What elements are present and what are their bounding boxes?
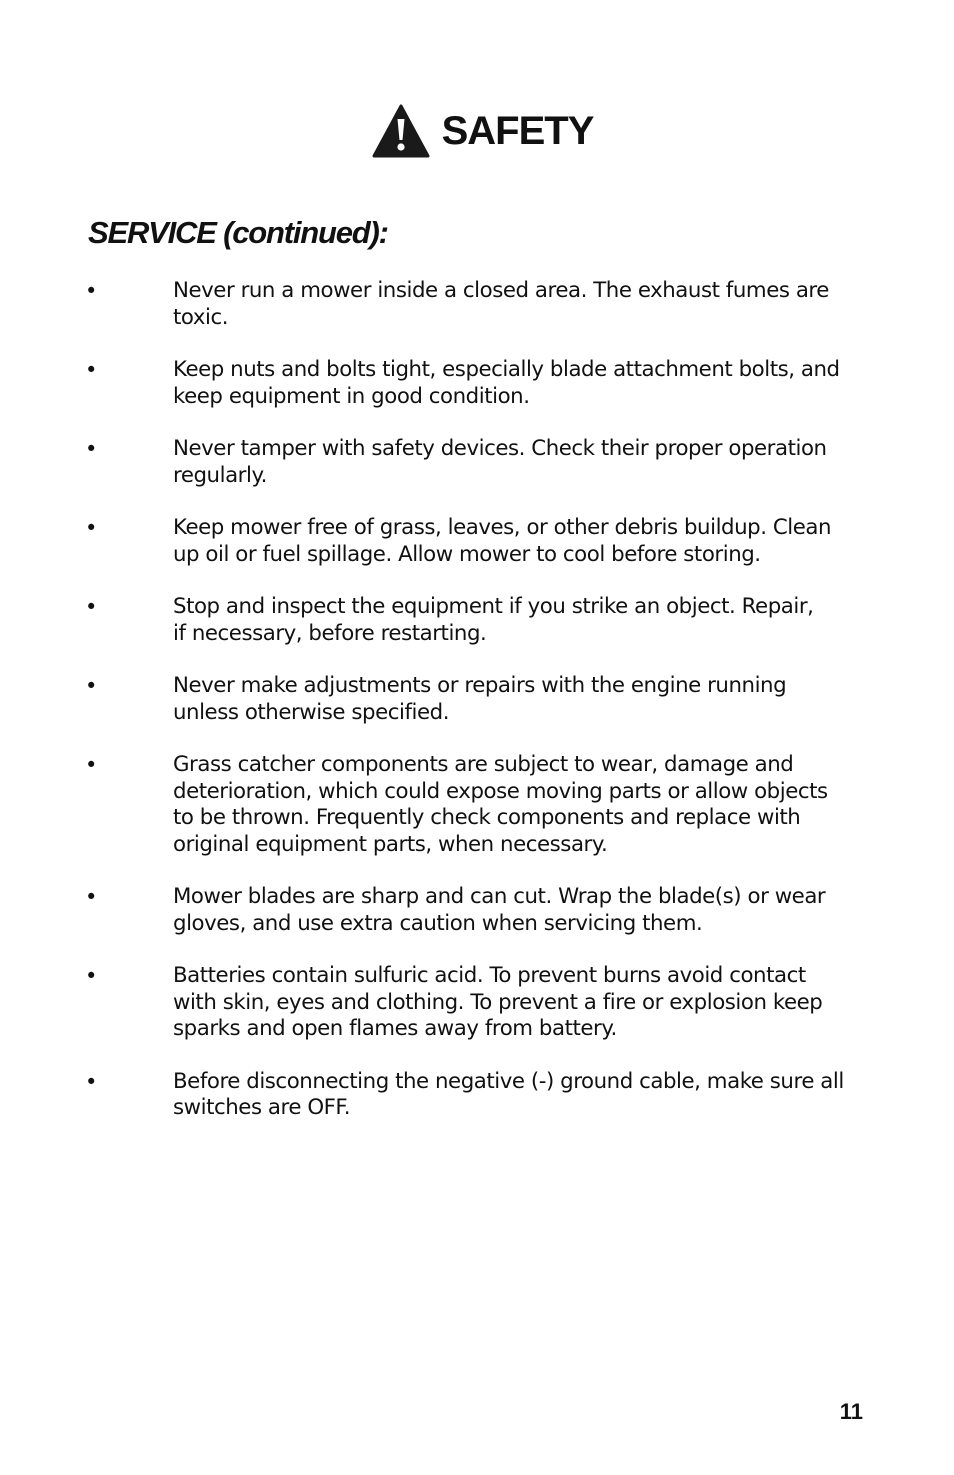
page-title: SAFETY <box>441 109 594 153</box>
list-item-text: Keep nuts and bolts tight, especially blade attachment bolts, and keep equipment in good condition. <box>173 357 840 409</box>
bullet: • <box>85 674 98 698</box>
list-item-text: Mower blades are sharp and can cut. Wrap the blade(s) or wear gloves, and use extra caution when servicing them. <box>173 884 826 936</box>
bullet: • <box>85 279 98 303</box>
bullet: • <box>85 358 98 382</box>
bullet: • <box>85 437 98 461</box>
list-item-text: Never tamper with safety devices. Check their proper operation regularly. <box>173 436 827 488</box>
safety-list <box>0 278 954 1148</box>
list-item <box>0 673 954 726</box>
list-item <box>0 963 954 1043</box>
list-item-text: Stop and inspect the equipment if you strike an object. Repair, if necessary, before restarting. <box>173 594 814 646</box>
list-item-text: Keep mower free of grass, leaves, or other debris buildup. Clean up oil or fuel spillage. Allow mower to cool before storing. <box>173 515 832 567</box>
section-heading: SERVICE (continued): <box>88 215 388 250</box>
list-item-text: Batteries contain sulfuric acid. To prevent burns avoid contact with skin, eyes and clothing. To prevent a fire or explosion keep sparks and open flames away from battery. <box>173 963 823 1041</box>
bullet: • <box>85 885 98 909</box>
page-header <box>0 103 954 159</box>
bullet: • <box>85 964 98 988</box>
list-item <box>0 436 954 489</box>
page-number: 11 <box>839 1399 863 1424</box>
list-item-text: Before disconnecting the negative (-) ground cable, make sure all switches are OFF. <box>173 1068 844 1120</box>
list-item <box>0 884 954 937</box>
list-item <box>0 752 954 858</box>
list-item-text: Never make adjustments or repairs with the engine running unless otherwise specified. <box>173 673 787 725</box>
bullet: • <box>85 1069 98 1094</box>
bullet: • <box>85 516 98 540</box>
list-item-text: Never run a mower inside a closed area. The exhaust fumes are toxic. <box>173 278 829 330</box>
list-item <box>0 278 954 331</box>
list-item <box>0 594 954 647</box>
header-group <box>371 103 594 159</box>
list-item-text: Grass catcher components are subject to wear, damage and deterioration, which could expose moving parts or allow objects to be thrown. Frequently check components and replace with original equipment parts, when necessary. <box>173 752 828 857</box>
list-item <box>0 1069 954 1122</box>
bullet: • <box>85 595 98 619</box>
list-item <box>0 357 954 410</box>
warning-triangle-icon <box>371 103 431 159</box>
list-item <box>0 515 954 568</box>
bullet: • <box>85 753 98 777</box>
